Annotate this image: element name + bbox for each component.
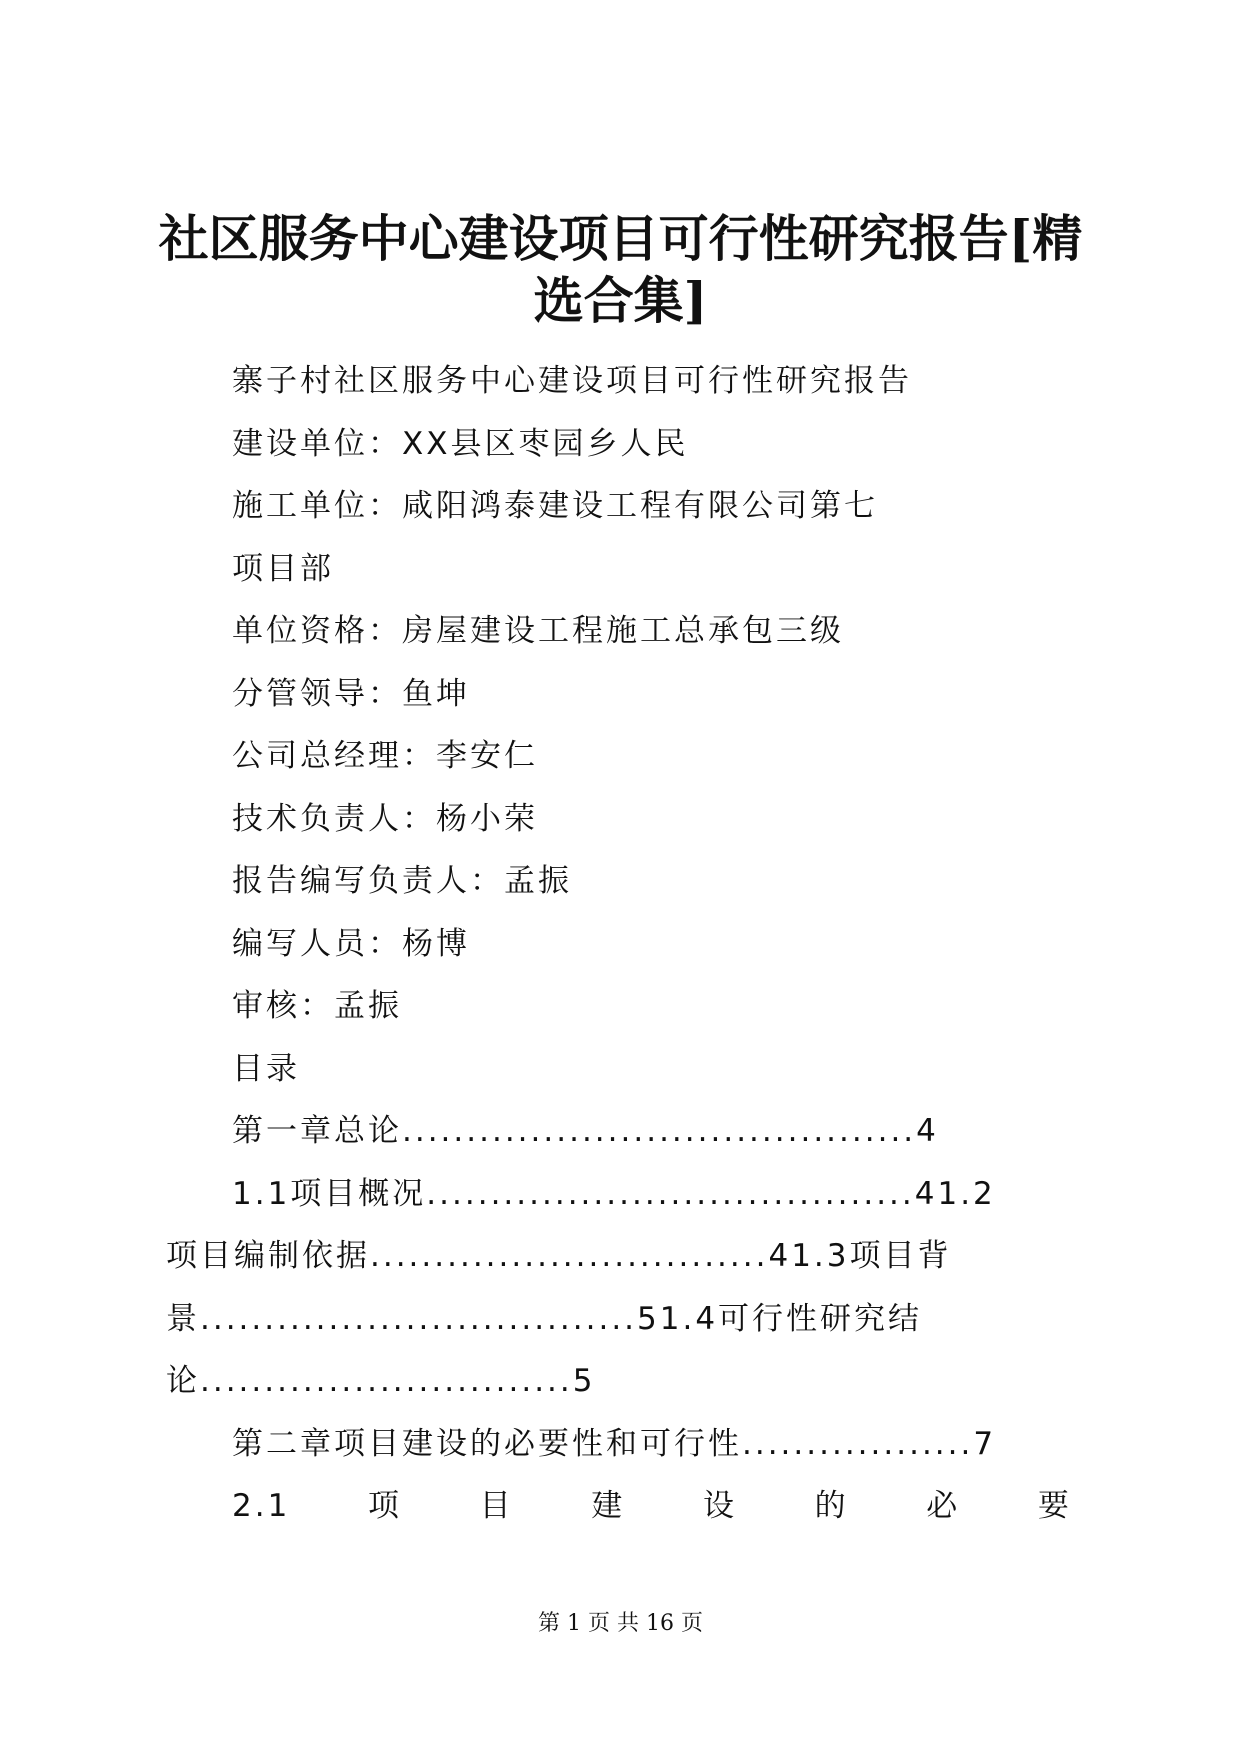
toc-word: 的: [814, 1488, 849, 1524]
document-title: 社区服务中心建设项目可行性研究报告[精选合集]: [158, 209, 1083, 330]
report-lead: 报告编写负责人：孟振: [232, 863, 572, 899]
toc-word: 建: [591, 1488, 626, 1524]
construction-unit: 建设单位：XX县区枣园乡人民: [232, 426, 689, 462]
contractor-unit: 施工单位：咸阳鸿泰建设工程有限公司第七: [232, 488, 878, 524]
toc-entry: 1.1项目概况......................................41.2: [232, 1176, 996, 1212]
unit-qualification: 单位资格：房屋建设工程施工总承包三级: [232, 613, 844, 649]
toc-word: 必: [926, 1488, 961, 1524]
toc-entry: 第一章总论........................................4: [232, 1113, 939, 1149]
reviewer: 审核：孟振: [232, 988, 402, 1024]
toc-word: 2.1: [232, 1488, 291, 1524]
toc-word: 目: [479, 1488, 514, 1524]
report-subtitle: 寨子村社区服务中心建设项目可行性研究报告: [232, 363, 912, 399]
toc-entry: 第二章项目建设的必要性和可行性..................7: [232, 1426, 997, 1462]
contractor-unit-cont: 项目部: [232, 551, 334, 587]
toc-entry: 景..................................51.4可行性研究结: [166, 1301, 923, 1337]
supervising-leader: 分管领导：鱼坤: [232, 676, 470, 712]
toc-entry: 项目编制依据...............................41.3项目背: [166, 1238, 952, 1274]
writers: 编写人员：杨博: [232, 926, 470, 962]
toc-entry-spread: [232, 1486, 1072, 1526]
general-manager: 公司总经理：李安仁: [232, 738, 538, 774]
page-footer: 第 1 页 共 16 页: [538, 1611, 703, 1636]
toc-entry: 论.............................5: [166, 1363, 596, 1399]
toc-word: 要: [1037, 1488, 1072, 1524]
toc-word: 设: [702, 1488, 737, 1524]
toc-word: 项: [367, 1488, 402, 1524]
toc-heading: 目录: [232, 1051, 300, 1087]
technical-lead: 技术负责人：杨小荣: [232, 801, 538, 837]
